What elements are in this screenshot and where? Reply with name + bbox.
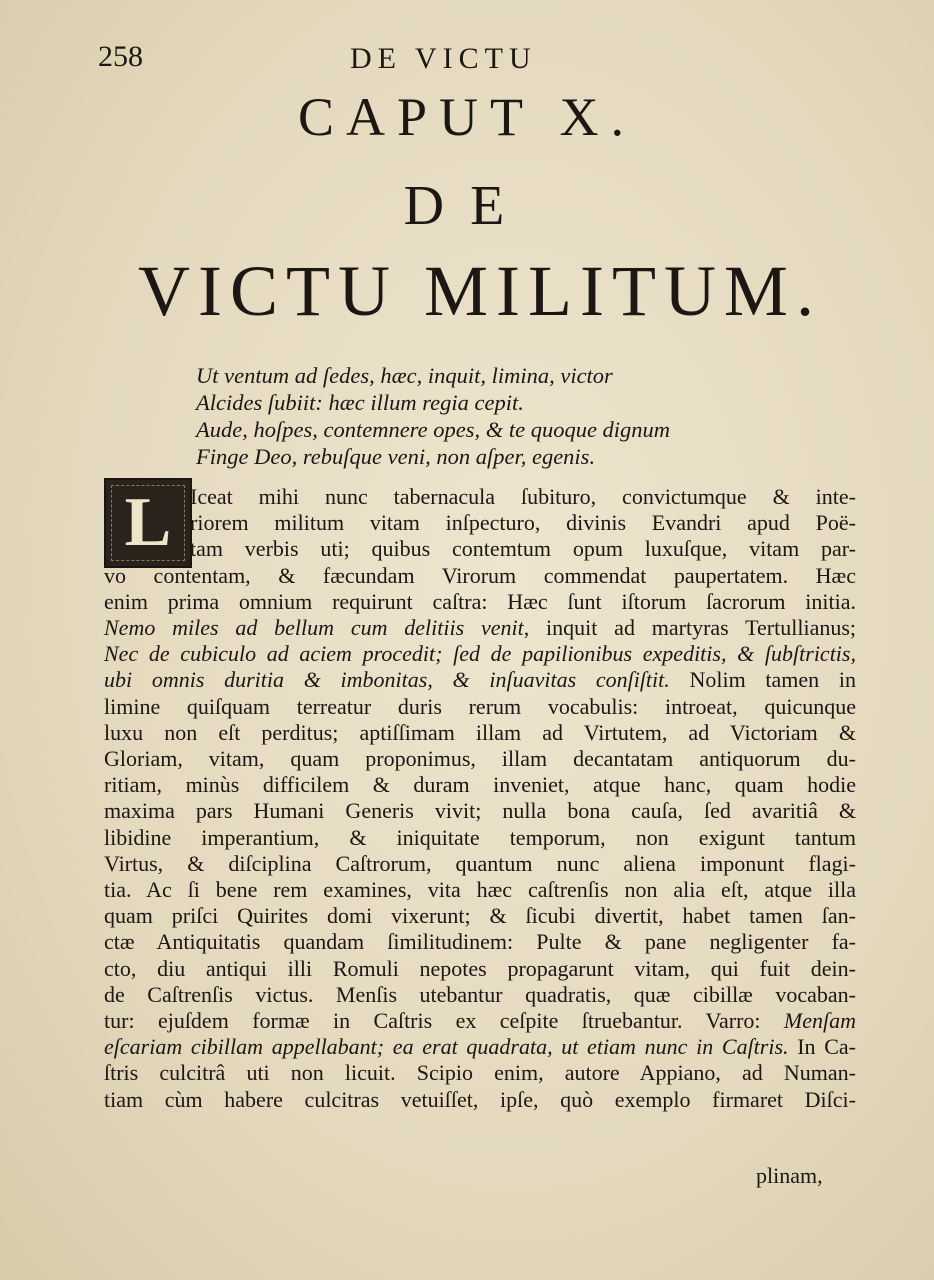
verse-epigraph xyxy=(196,362,836,470)
text-line: tia. Ac ſi bene rem examines, vita hæc caſtrenſis non alia eſt, atque illa xyxy=(104,877,856,903)
verse-line: Ut ventum ad ſedes, hæc, inquit, limina, victor xyxy=(196,363,613,388)
page-number: 258 xyxy=(98,40,143,73)
text-line: ritiam, minùs difficilem & duram inveniet, atque hanc, quam hodie xyxy=(104,772,856,798)
text-span: In Ca- xyxy=(788,1034,857,1060)
text-line: Gloriam, vitam, quam proponimus, illam decantatam antiquorum du- xyxy=(104,746,856,772)
body-text xyxy=(104,484,856,1113)
text-line: tiam cùm habere culcitras vetuiſſet, ipſe, quò exemplo firmaret Diſci- xyxy=(104,1086,856,1112)
drop-cap-letter: L xyxy=(124,484,172,561)
text-line: luxu non eſt perditus; aptiſſimam illam ad Virtutem, ad Victoriam & xyxy=(104,719,856,745)
text-line: limine quiſquam terreatur duris rerum vocabulis: introeat, quicunque xyxy=(104,693,856,719)
subject-title: VICTU MILITUM. xyxy=(138,251,822,331)
text-line xyxy=(104,667,856,693)
text-line: riorem militum vitam inſpecturo, divinis Evandri apud Poë- xyxy=(190,510,856,536)
italic-quote: Nemo miles ad bellum cum delitiis venit xyxy=(104,615,524,641)
text-line xyxy=(104,1034,856,1060)
text-span: , inquit ad martyras Tertullianus; xyxy=(523,615,857,641)
text-line xyxy=(104,641,856,667)
text-line: quam priſci Quirites domi vixerunt; & ſicubi divertit, habet tamen ſan- xyxy=(104,903,856,929)
verse-line: Finge Deo, rebuſque veni, non aſper, egenis. xyxy=(196,444,596,469)
text-line: libidine imperantium, & iniquitate temporum, non exigunt tantum xyxy=(104,824,856,850)
text-line xyxy=(104,1008,856,1034)
chapter-title: CAPUT X. xyxy=(297,87,637,147)
text-line: enim prima omnium requirunt caſtra: Hæc ſunt iſtorum ſacrorum initia. xyxy=(104,588,856,614)
catchword: plinam, xyxy=(756,1163,823,1188)
text-line xyxy=(104,615,856,641)
italic-quote: Nec de cubiculo ad aciem procedit; ſed de papilionibus expeditis, & ſubſtrictis, xyxy=(104,641,856,667)
italic-quote: Menſam xyxy=(783,1008,856,1034)
text-line: ſtris culcitrâ uti non licuit. Scipio enim, autore Appiano, ad Numan- xyxy=(104,1060,856,1086)
text-line: Iceat mihi nunc tabernacula ſubituro, convictumque & inte- xyxy=(190,484,856,509)
verse-line: Alcides ſubiit: hæc illum regia cepit. xyxy=(196,390,524,415)
title-de: DE xyxy=(403,175,531,237)
text-span: Nolim tamen in xyxy=(669,667,857,693)
text-line: vo contentam, & fæcundam Virorum commendat paupertatem. Hæc xyxy=(104,562,856,588)
text-line: ctæ Antiquitatis quandam ſimilitudinem: Pulte & pane negligenter fa- xyxy=(104,929,856,955)
text-line: Virtus, & diſciplina Caſtrorum, quantum nunc aliena imponunt flagi- xyxy=(104,850,856,876)
text-span: tur: ejuſdem formæ in Caſtris ex ceſpite ſtruebantur. Varro: xyxy=(104,1008,784,1034)
text-line: tam verbis uti; quibus contemtum opum luxuſque, vitam par- xyxy=(190,536,856,562)
running-title: DE VICTU xyxy=(350,42,537,75)
text-line: cto, diu antiqui illi Romuli nepotes propagarunt vitam, qui fuit dein- xyxy=(104,955,856,981)
text-line: de Caſtrenſis victus. Menſis utebantur quadratis, quæ cibillæ vocaban- xyxy=(104,981,856,1007)
italic-quote: eſcariam cibillam appellabant; ea erat quadrata, ut etiam nunc in Caſtris. xyxy=(104,1034,789,1060)
text-line: maxima pars Humani Generis vivit; nulla bona cauſa, ſed avaritiâ & xyxy=(104,798,856,824)
verse-line: Aude, hoſpes, contemnere opes, & te quoque dignum xyxy=(196,417,671,442)
italic-quote: ubi omnis duritia & imbonitas, & inſuavitas conſiſtit. xyxy=(104,667,670,693)
